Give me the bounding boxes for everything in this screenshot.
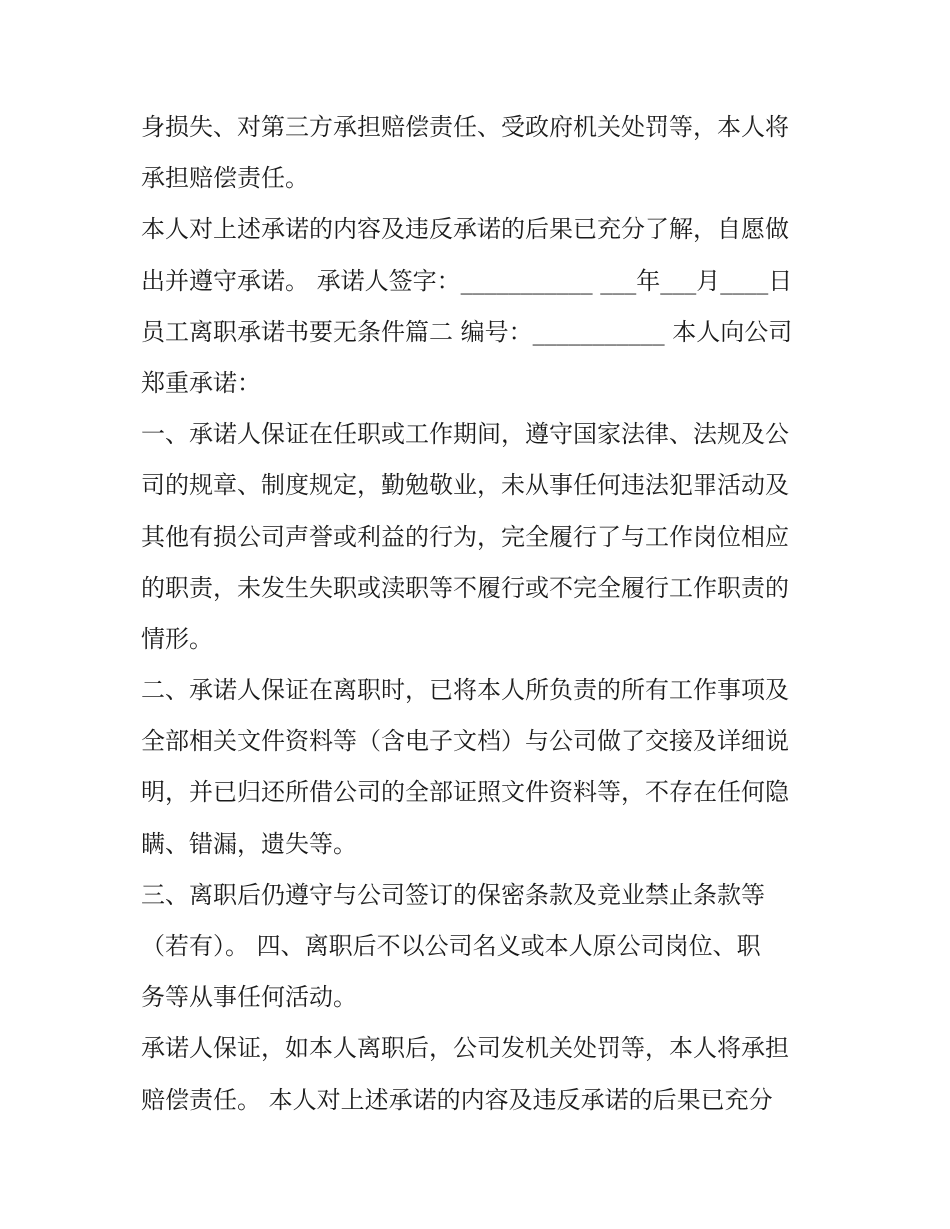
text-line: 瞒、错漏，遗失等。 [141,829,357,858]
text-line: 明，并已归还所借公司的全部证照文件资料等，不存在任何隐 [141,778,789,807]
text-line: 务等从事任何活动。 [141,983,357,1012]
section-heading-line: 员工离职承诺书要无条件篇二 编号：___________ 本人向公司 [141,317,793,346]
text-line: 郑重承诺： [141,368,261,397]
clause-one-line: 一、承诺人保证在任职或工作期间，遵守国家法律、法规及公 [141,420,789,449]
text-line: 本人对上述承诺的内容及违反承诺的后果已充分了解，自愿做 [141,215,789,244]
clause-two-line: 二、承诺人保证在离职时，已将本人所负责的所有工作事项及 [141,676,789,705]
clause-four-line: （若有）。 四、离职后不以公司名义或本人原公司岗位、职 [141,932,761,960]
text-line: 其他有损公司声誉或利益的行为，完全履行了与工作岗位相应 [141,522,789,551]
text-line: 身损失、对第三方承担赔偿责任、受政府机关处罚等，本人将 [141,113,789,141]
text-line: 情形。 [141,624,213,653]
text-line: 司的规章、制度规定，勤勉敬业，未从事任何违法犯罪活动及 [141,471,789,500]
text-line: 赔偿责任。 本人对上述承诺的内容及违反承诺的后果已充分 [141,1085,773,1114]
document-body [141,102,821,1126]
clause-three-line: 三、离职后仍遵守与公司签订的保密条款及竞业禁止条款等 [141,880,765,909]
text-line: 的职责，未发生失职或渎职等不履行或不完全履行工作职责的 [141,573,789,602]
text-line: 全部相关文件资料等（含电子文档）与公司做了交接及详细说 [141,727,789,756]
text-line: 承诺人保证，如本人离职后，公司发机关处罚等，本人将承担 [141,1034,789,1063]
text-line: 承担赔偿责任。 [141,164,309,193]
signature-line: 出并遵守承诺。 承诺人签字：___________ ___年___月____日 [141,266,793,295]
